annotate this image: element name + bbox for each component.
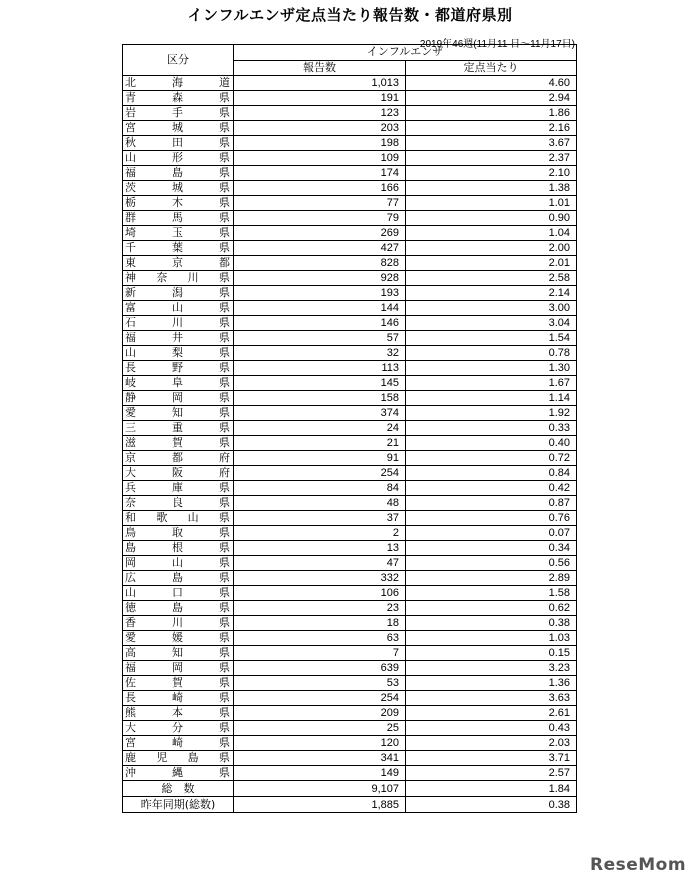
- reports-cell: 24: [234, 421, 406, 436]
- table-row: [123, 571, 577, 586]
- reports-cell: 269: [234, 226, 406, 241]
- total-reports: 1,885: [234, 797, 406, 813]
- total-reports: 9,107: [234, 781, 406, 797]
- reports-cell: 120: [234, 736, 406, 751]
- prefecture-cell: [123, 361, 234, 376]
- prefecture-name: 群 馬 県: [125, 211, 230, 224]
- prefecture-name: 岩 手 県: [125, 106, 230, 119]
- total-label: 総 数: [123, 781, 234, 797]
- prefecture-cell: [123, 466, 234, 481]
- prefecture-name: 山 口 県: [125, 586, 230, 599]
- per-sentinel-cell: 0.84: [406, 466, 577, 481]
- influenza-table: [122, 44, 577, 813]
- resemom-logo: ReseMom: [590, 855, 687, 875]
- per-sentinel-cell: 0.33: [406, 421, 577, 436]
- prefecture-name: 富 山 県: [125, 301, 230, 314]
- prefecture-name: 山 梨 県: [125, 346, 230, 359]
- reports-cell: 828: [234, 256, 406, 271]
- prefecture-name: 埼 玉 県: [125, 226, 230, 239]
- table-row: [123, 616, 577, 631]
- table-row: [123, 511, 577, 526]
- prefecture-cell: [123, 91, 234, 106]
- per-sentinel-cell: 2.94: [406, 91, 577, 106]
- reports-cell: 123: [234, 106, 406, 121]
- per-sentinel-cell: 0.38: [406, 616, 577, 631]
- prefecture-name: 大 分 県: [125, 721, 230, 734]
- reports-cell: 32: [234, 346, 406, 361]
- reports-cell: 191: [234, 91, 406, 106]
- prefecture-name: 和 歌 山 県: [125, 511, 230, 524]
- prefecture-cell: [123, 556, 234, 571]
- table-row: [123, 481, 577, 496]
- reports-cell: 174: [234, 166, 406, 181]
- prefecture-cell: [123, 151, 234, 166]
- per-sentinel-cell: 3.00: [406, 301, 577, 316]
- per-sentinel-cell: 2.58: [406, 271, 577, 286]
- table-row: [123, 676, 577, 691]
- reports-cell: 84: [234, 481, 406, 496]
- header-category: 区分: [123, 45, 234, 76]
- reports-cell: 145: [234, 376, 406, 391]
- per-sentinel-cell: 2.37: [406, 151, 577, 166]
- header-influenza: インフルエンザ: [234, 45, 577, 61]
- prefecture-cell: [123, 271, 234, 286]
- prefecture-cell: [123, 751, 234, 766]
- prefecture-cell: [123, 661, 234, 676]
- table-row: [123, 121, 577, 136]
- prefecture-cell: [123, 481, 234, 496]
- table-row: [123, 136, 577, 151]
- table-row: [123, 301, 577, 316]
- reports-cell: 53: [234, 676, 406, 691]
- per-sentinel-cell: 0.43: [406, 721, 577, 736]
- per-sentinel-cell: 0.90: [406, 211, 577, 226]
- table-row: [123, 271, 577, 286]
- table-row: [123, 151, 577, 166]
- prefecture-cell: [123, 721, 234, 736]
- table-row: [123, 421, 577, 436]
- total-row: [123, 781, 577, 797]
- per-sentinel-cell: 1.54: [406, 331, 577, 346]
- reports-cell: 25: [234, 721, 406, 736]
- prefecture-cell: [123, 106, 234, 121]
- prefecture-cell: [123, 451, 234, 466]
- per-sentinel-cell: 3.04: [406, 316, 577, 331]
- reports-cell: 91: [234, 451, 406, 466]
- table-row: [123, 226, 577, 241]
- per-sentinel-cell: 2.10: [406, 166, 577, 181]
- prefecture-cell: [123, 646, 234, 661]
- prefecture-name: 石 川 県: [125, 316, 230, 329]
- prefecture-cell: [123, 166, 234, 181]
- table-row: [123, 751, 577, 766]
- prefecture-cell: [123, 511, 234, 526]
- reports-cell: 332: [234, 571, 406, 586]
- prefecture-name: 山 形 県: [125, 151, 230, 164]
- prefecture-cell: [123, 496, 234, 511]
- prefecture-cell: [123, 706, 234, 721]
- prefecture-cell: [123, 136, 234, 151]
- table-row: [123, 286, 577, 301]
- prefecture-cell: [123, 76, 234, 91]
- reports-cell: 146: [234, 316, 406, 331]
- table-row: [123, 691, 577, 706]
- prefecture-cell: [123, 301, 234, 316]
- header-per-sentinel: 定点当たり: [406, 60, 577, 76]
- prefecture-name: 東 京 都: [125, 256, 230, 269]
- prefecture-name: 新 潟 県: [125, 286, 230, 299]
- reports-cell: 374: [234, 406, 406, 421]
- prefecture-name: 千 葉 県: [125, 241, 230, 254]
- table-row: [123, 391, 577, 406]
- table-row: [123, 106, 577, 121]
- reports-cell: 149: [234, 766, 406, 781]
- table-row: [123, 451, 577, 466]
- prefecture-name: 沖 縄 県: [125, 766, 230, 779]
- prefecture-cell: [123, 211, 234, 226]
- table-row: [123, 166, 577, 181]
- prefecture-cell: [123, 601, 234, 616]
- per-sentinel-cell: 1.04: [406, 226, 577, 241]
- prefecture-cell: [123, 346, 234, 361]
- per-sentinel-cell: 1.38: [406, 181, 577, 196]
- per-sentinel-cell: 2.61: [406, 706, 577, 721]
- table-row: [123, 406, 577, 421]
- total-row: [123, 797, 577, 813]
- reports-cell: 928: [234, 271, 406, 286]
- prefecture-cell: [123, 256, 234, 271]
- reports-cell: 23: [234, 601, 406, 616]
- prefecture-name: 岡 山 県: [125, 556, 230, 569]
- per-sentinel-cell: 1.67: [406, 376, 577, 391]
- per-sentinel-cell: 2.57: [406, 766, 577, 781]
- table-row: [123, 631, 577, 646]
- reports-cell: 113: [234, 361, 406, 376]
- prefecture-cell: [123, 121, 234, 136]
- table-row: [123, 91, 577, 106]
- per-sentinel-cell: 0.15: [406, 646, 577, 661]
- prefecture-name: 青 森 県: [125, 91, 230, 104]
- per-sentinel-cell: 0.76: [406, 511, 577, 526]
- table-row: [123, 706, 577, 721]
- prefecture-name: 三 重 県: [125, 421, 230, 434]
- prefecture-cell: [123, 421, 234, 436]
- prefecture-name: 福 岡 県: [125, 661, 230, 674]
- per-sentinel-cell: 0.42: [406, 481, 577, 496]
- prefecture-cell: [123, 736, 234, 751]
- prefecture-name: 北 海 道: [125, 76, 230, 89]
- reports-cell: 21: [234, 436, 406, 451]
- prefecture-cell: [123, 286, 234, 301]
- per-sentinel-cell: 2.89: [406, 571, 577, 586]
- prefecture-cell: [123, 631, 234, 646]
- prefecture-cell: [123, 541, 234, 556]
- prefecture-name: 滋 賀 県: [125, 436, 230, 449]
- reports-cell: 37: [234, 511, 406, 526]
- prefecture-cell: [123, 241, 234, 256]
- prefecture-name: 京 都 府: [125, 451, 230, 464]
- per-sentinel-cell: 3.71: [406, 751, 577, 766]
- total-label: 昨年同期(総数): [123, 797, 234, 813]
- table-row: [123, 736, 577, 751]
- reports-cell: 254: [234, 691, 406, 706]
- reports-cell: 144: [234, 301, 406, 316]
- prefecture-cell: [123, 436, 234, 451]
- prefecture-cell: [123, 196, 234, 211]
- table-row: [123, 556, 577, 571]
- per-sentinel-cell: 3.23: [406, 661, 577, 676]
- reports-cell: 254: [234, 466, 406, 481]
- prefecture-name: 大 阪 府: [125, 466, 230, 479]
- prefecture-cell: [123, 316, 234, 331]
- prefecture-name: 熊 本 県: [125, 706, 230, 719]
- reports-cell: 79: [234, 211, 406, 226]
- prefecture-name: 岐 阜 県: [125, 376, 230, 389]
- table-row: [123, 196, 577, 211]
- prefecture-name: 広 島 県: [125, 571, 230, 584]
- reports-cell: 7: [234, 646, 406, 661]
- prefecture-name: 島 根 県: [125, 541, 230, 554]
- prefecture-name: 長 崎 県: [125, 691, 230, 704]
- per-sentinel-cell: 1.36: [406, 676, 577, 691]
- prefecture-name: 鹿 児 島 県: [125, 751, 230, 764]
- table-row: [123, 376, 577, 391]
- per-sentinel-cell: 1.86: [406, 106, 577, 121]
- prefecture-name: 福 島 県: [125, 166, 230, 179]
- reports-cell: 48: [234, 496, 406, 511]
- per-sentinel-cell: 3.63: [406, 691, 577, 706]
- page-title: インフルエンザ定点当たり報告数・都道府県別: [187, 6, 513, 24]
- prefecture-cell: [123, 391, 234, 406]
- reports-cell: 198: [234, 136, 406, 151]
- prefecture-cell: [123, 226, 234, 241]
- total-per-sentinel: 1.84: [406, 781, 577, 797]
- per-sentinel-cell: 0.40: [406, 436, 577, 451]
- table-row: [123, 361, 577, 376]
- per-sentinel-cell: 1.92: [406, 406, 577, 421]
- table-row: [123, 766, 577, 781]
- prefecture-name: 愛 知 県: [125, 406, 230, 419]
- prefecture-cell: [123, 406, 234, 421]
- per-sentinel-cell: 1.01: [406, 196, 577, 211]
- table-row: [123, 646, 577, 661]
- reports-cell: 341: [234, 751, 406, 766]
- prefecture-cell: [123, 691, 234, 706]
- prefecture-cell: [123, 526, 234, 541]
- table-row: [123, 241, 577, 256]
- reports-cell: 18: [234, 616, 406, 631]
- table-row: [123, 601, 577, 616]
- table-row: [123, 76, 577, 91]
- table-row: [123, 331, 577, 346]
- reports-cell: 109: [234, 151, 406, 166]
- prefecture-name: 鳥 取 県: [125, 526, 230, 539]
- prefecture-cell: [123, 766, 234, 781]
- per-sentinel-cell: 1.30: [406, 361, 577, 376]
- reports-cell: 193: [234, 286, 406, 301]
- per-sentinel-cell: 1.03: [406, 631, 577, 646]
- per-sentinel-cell: 2.14: [406, 286, 577, 301]
- reports-cell: 1,013: [234, 76, 406, 91]
- prefecture-name: 秋 田 県: [125, 136, 230, 149]
- per-sentinel-cell: 2.03: [406, 736, 577, 751]
- table-row: [123, 316, 577, 331]
- table-body: [123, 76, 577, 813]
- prefecture-cell: [123, 331, 234, 346]
- reports-cell: 106: [234, 586, 406, 601]
- reports-cell: 63: [234, 631, 406, 646]
- prefecture-name: 宮 崎 県: [125, 736, 230, 749]
- prefecture-cell: [123, 616, 234, 631]
- prefecture-name: 兵 庫 県: [125, 481, 230, 494]
- reports-cell: 158: [234, 391, 406, 406]
- table-row: [123, 466, 577, 481]
- reports-cell: 47: [234, 556, 406, 571]
- prefecture-name: 奈 良 県: [125, 496, 230, 509]
- prefecture-name: 静 岡 県: [125, 391, 230, 404]
- table-row: [123, 211, 577, 226]
- prefecture-cell: [123, 376, 234, 391]
- report-period: 2019年46週(11月11 日〜11月17日): [419, 39, 575, 50]
- header-reports: 報告数: [234, 60, 406, 76]
- prefecture-name: 神 奈 川 県: [125, 271, 230, 284]
- per-sentinel-cell: 0.62: [406, 601, 577, 616]
- prefecture-cell: [123, 676, 234, 691]
- reports-cell: 77: [234, 196, 406, 211]
- per-sentinel-cell: 0.07: [406, 526, 577, 541]
- total-per-sentinel: 0.38: [406, 797, 577, 813]
- reports-cell: 57: [234, 331, 406, 346]
- reports-cell: 427: [234, 241, 406, 256]
- per-sentinel-cell: 2.16: [406, 121, 577, 136]
- reports-cell: 639: [234, 661, 406, 676]
- table-row: [123, 661, 577, 676]
- prefecture-name: 栃 木 県: [125, 196, 230, 209]
- per-sentinel-cell: 0.56: [406, 556, 577, 571]
- per-sentinel-cell: 2.00: [406, 241, 577, 256]
- per-sentinel-cell: 0.78: [406, 346, 577, 361]
- prefecture-cell: [123, 586, 234, 601]
- reports-cell: 209: [234, 706, 406, 721]
- prefecture-name: 長 野 県: [125, 361, 230, 374]
- prefecture-name: 愛 媛 県: [125, 631, 230, 644]
- table-row: [123, 541, 577, 556]
- prefecture-name: 佐 賀 県: [125, 676, 230, 689]
- per-sentinel-cell: 3.67: [406, 136, 577, 151]
- table-row: [123, 526, 577, 541]
- table-row: [123, 496, 577, 511]
- prefecture-cell: [123, 571, 234, 586]
- prefecture-name: 宮 城 県: [125, 121, 230, 134]
- prefecture-name: 福 井 県: [125, 331, 230, 344]
- per-sentinel-cell: 0.34: [406, 541, 577, 556]
- per-sentinel-cell: 4.60: [406, 76, 577, 91]
- table-row: [123, 586, 577, 601]
- prefecture-cell: [123, 181, 234, 196]
- per-sentinel-cell: 2.01: [406, 256, 577, 271]
- reports-cell: 13: [234, 541, 406, 556]
- per-sentinel-cell: 1.14: [406, 391, 577, 406]
- prefecture-name: 高 知 県: [125, 646, 230, 659]
- per-sentinel-cell: 1.58: [406, 586, 577, 601]
- per-sentinel-cell: 0.72: [406, 451, 577, 466]
- prefecture-name: 徳 島 県: [125, 601, 230, 614]
- per-sentinel-cell: 0.87: [406, 496, 577, 511]
- table-row: [123, 346, 577, 361]
- prefecture-name: 茨 城 県: [125, 181, 230, 194]
- prefecture-name: 香 川 県: [125, 616, 230, 629]
- reports-cell: 166: [234, 181, 406, 196]
- table-row: [123, 256, 577, 271]
- table-row: [123, 436, 577, 451]
- reports-cell: 203: [234, 121, 406, 136]
- table-row: [123, 181, 577, 196]
- reports-cell: 2: [234, 526, 406, 541]
- table-row: [123, 721, 577, 736]
